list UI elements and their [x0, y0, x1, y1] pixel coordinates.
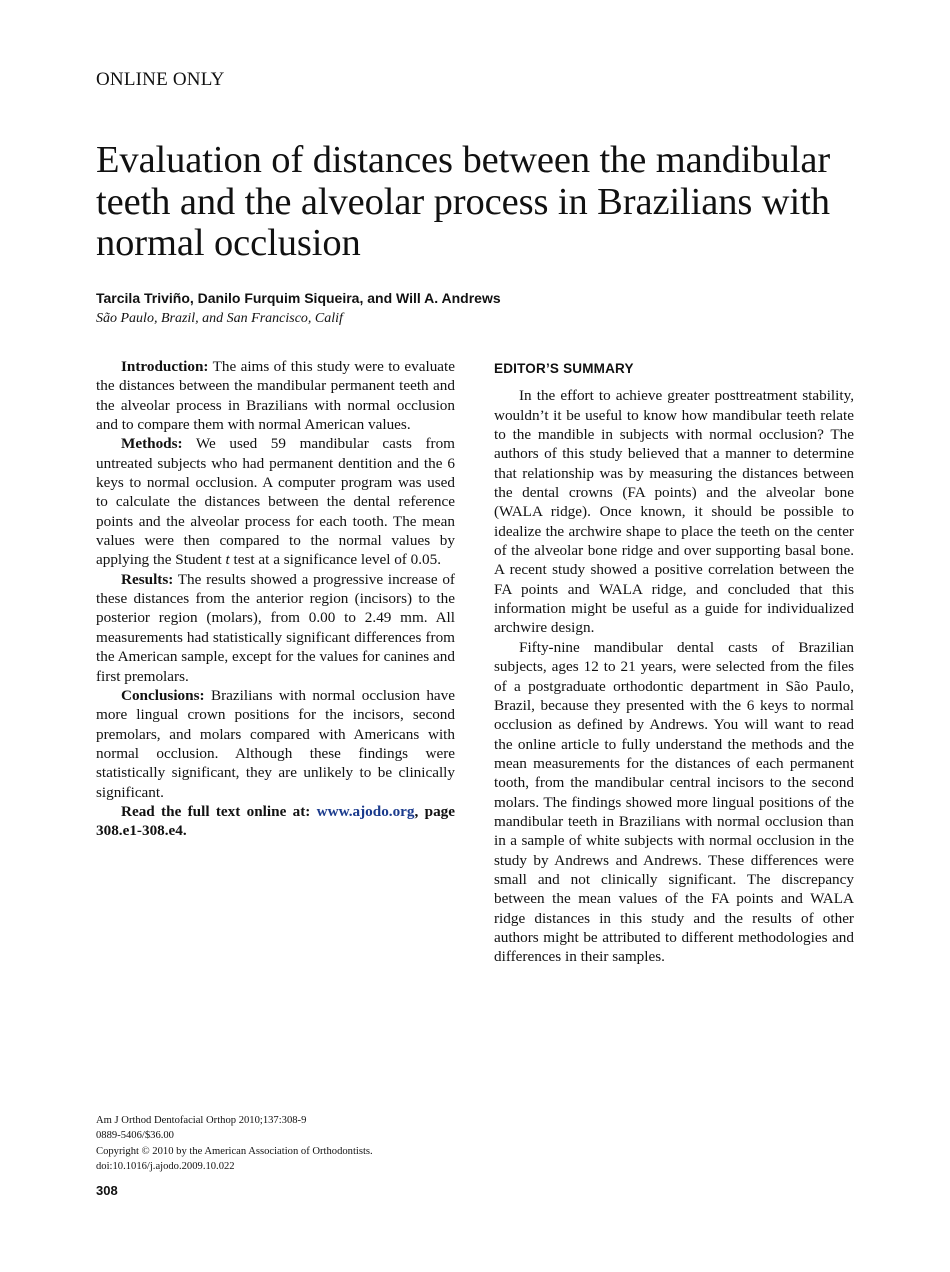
author-list: Tarcila Triviño, Danilo Furquim Siqueira, and Will A. Andrews — [96, 290, 501, 306]
summary-paragraph-2: Fifty-nine mandibular dental casts of Brazilian subjects, ages 12 to 21 years, were selected from the files of a postgraduate orthodontic department in São Paulo, Brazil, because they presented with the 6 keys to normal occlusion as defined by Andrews. You will want to read the online article to fully understand the methods and the mean measurements for the distances of each permanent tooth, from the mandibular central incisors to the second molars. The findings showed more lingual positions of the mandibular teeth in Brazilians with normal occlusion than in a sample of white subjects with normal occlusion in the study by Andrews and Andrews. These differences were small and not clinically significant. The discrepancy between the mean values of the FA points and WALA ridge distances in this study and the results of other authors might be attributed to different methodologies and differences in their samples. — [494, 638, 854, 966]
section-label: ONLINE ONLY — [96, 69, 225, 90]
abstract-column — [96, 357, 455, 841]
issn-price: 0889-5406/$36.00 — [96, 1130, 174, 1142]
read-more-suffix: , page 308.e1-308.e4. — [96, 802, 455, 840]
results-heading: Results: — [121, 570, 174, 588]
abstract-results — [96, 570, 455, 686]
author-affiliation: São Paulo, Brazil, and San Francisco, Calif — [96, 311, 343, 326]
footer-metadata — [96, 1113, 373, 1175]
page-number: 308 — [96, 1183, 118, 1198]
methods-t-symbol: t — [225, 551, 230, 569]
introduction-text: The aims of this study were to evaluate the distances between the mandibular permanent teeth and the alveolar process in Brazilians with normal occlusion and to compare them with normal American values. — [96, 358, 455, 434]
read-full-text — [96, 802, 455, 841]
results-text: The results showed a progressive increase of these distances from the anterior region (incisors) to the posterior region (molars), from 0.00 to 2.49 mm. All measurements had statistically significant differences from the American sample, except for the values for canines and first premolars. — [96, 570, 455, 685]
abstract-methods — [96, 434, 455, 569]
editors-summary-column — [494, 359, 854, 967]
introduction-heading: Introduction: — [121, 358, 209, 375]
summary-paragraph-1: In the effort to achieve greater posttreatment stability, wouldn’t it be useful to know how mandibular teeth relate to the mandible in subjects with normal occlusion? The authors of this study believed that a manner to determine that relationship was by measuring the distances between the dental crowns (FA points) and the alveolar bone (WALA ridge). Once known, it should be possible to idealize the archwire shape to place the teeth on the center of the alveolar bone ridge and over supporting basal bone. A recent study showed a positive correlation between the FA points and WALA ridge, and concluded that this information might be useful as a guide for individualized archwire design. — [494, 387, 854, 637]
abstract-conclusions — [96, 686, 455, 802]
methods-text: We used 59 mandibular casts from untreated subjects who had permanent dentition and the 6 keys to normal occlusion. A computer program was used to calculate the distances between the dental reference points and the alveolar process for each tooth. The mean values were then compared to the normal values by applying the Student — [96, 435, 455, 569]
methods-text-end: test at a significance level of 0.05. — [229, 551, 442, 569]
methods-heading: Methods: — [121, 435, 183, 453]
article-title: Evaluation of distances between the mandibular teeth and the alveolar process in Brazilians with normal occlusion — [96, 139, 831, 264]
journal-citation: Am J Orthod Dentofacial Orthop 2010;137:308-9 — [96, 1115, 307, 1126]
abstract-introduction — [96, 357, 455, 434]
journal-website-link[interactable]: www.ajodo.org — [316, 802, 415, 820]
read-more-prefix: Read the full text online at: — [121, 802, 317, 820]
conclusions-text: Brazilians with normal occlusion have more lingual crown positions for the incisors, second premolars, and molars compared with Americans with normal occlusion. Although these findings were statistically significant, they are unlikely to be clinically significant. — [96, 686, 455, 801]
copyright-notice: Copyright © 2010 by the American Association of Orthodontists. — [96, 1145, 373, 1157]
doi: doi:10.1016/j.ajodo.2009.10.022 — [96, 1161, 235, 1173]
editors-summary-heading: EDITOR’S SUMMARY — [494, 361, 634, 376]
conclusions-heading: Conclusions: — [121, 686, 205, 704]
